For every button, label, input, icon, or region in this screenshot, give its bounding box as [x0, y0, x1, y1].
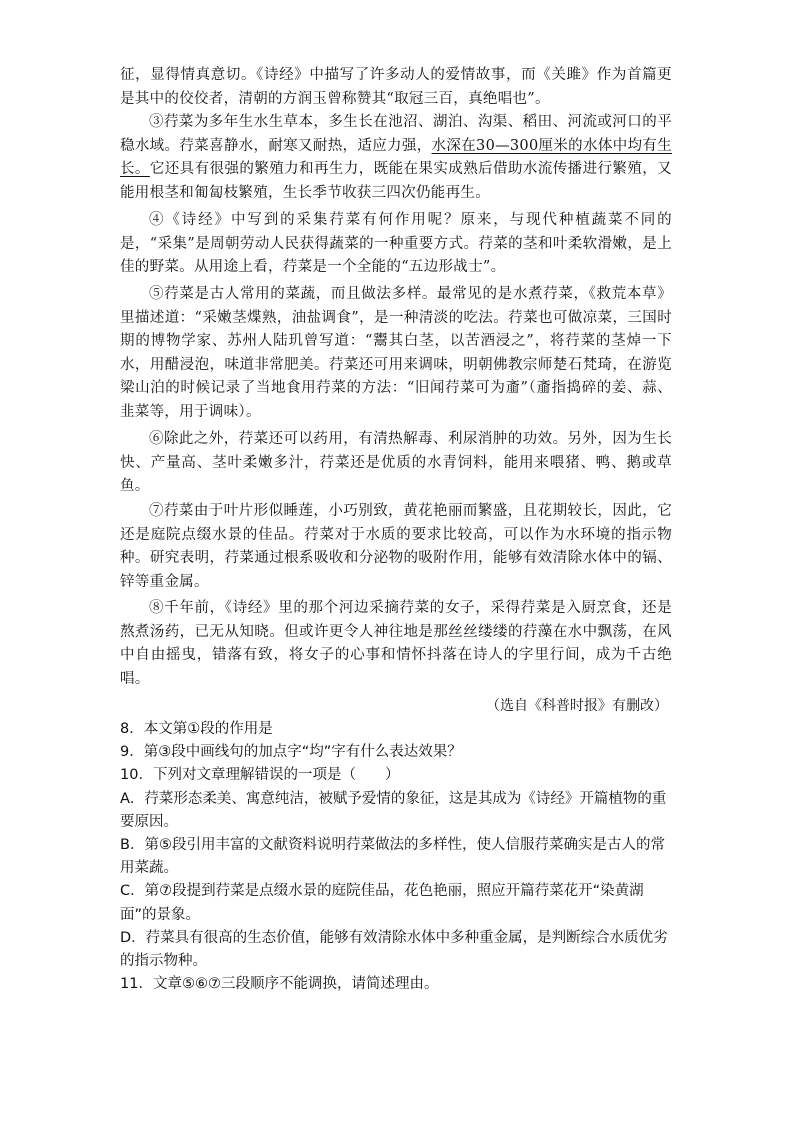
paragraph-3-text: ③荇菜为多年生水生草本，多生长在池沼、湖泊、沟渠、稻田、河流或河口的平稳水域。荇菜喜静水，耐寒又耐热，适应力强， [120, 114, 672, 154]
paragraph-text: 征，显得情真意切。《诗经》中描写了许多动人的爱情故事，而《关雎》作为首篇更是其中的佼佼者，清朝的方润玉曾称赞其“取冠三百，真绝唱也”。 [120, 67, 672, 107]
underlined-sentence: 水深在30—300厘米的水体中均有生长。 [120, 137, 672, 178]
paragraph-text: ⑤荇菜是古人常用的菜蔬，而且做法多样。最常见的是水煮荇菜，《救荒本草》里描述道：“采嫩茎煠熟，油盐调食”，是一种清淡的吃法。荇菜也可做凉菜，三国时期的博物学家、苏州人陆玑曾写道：“鬻其白茎，以苦酒浸之”，将荇菜的茎焯一下水，用醋浸泡，味道非常肥美。荇菜还可用来调味，明朝佛教宗师楚石梵琦，在游览梁山泊的时候记录了当地食用荇菜的方法：“旧闻荇菜可为齑”（齑指捣碎的姜、蒜、韭菜等，用于调味）。 [120, 286, 672, 420]
passage-paragraph-intro [120, 64, 672, 111]
paragraph-text: ⑦荇菜由于叶片形似睡莲，小巧别致，黄花艳丽而繁盛，且花期较长，因此，它还是庭院点缀水景的佳品。荇菜对于水质的要求比较高，可以作为水环境的指示物种。研究表明，荇菜通过根系吸收和分泌物的吸附作用，能够有效清除水体中的镉、锌等重金属。 [120, 503, 672, 590]
passage-paragraph-4 [120, 209, 672, 280]
paragraph-3-text-end: 它还具有很强的繁殖力和再生力，既能在果实成熟后借助水流传播进行繁殖，又能用根茎和匍匐枝繁殖，生长季节收获三四次仍能再生。 [120, 161, 672, 201]
option-d: D．荇菜具有很高的生态价值，能够有效清除水体中多种重金属，是判断综合水质优劣的指示物种。 [120, 929, 668, 970]
question-10: 10．下列对文章理解错误的一项是（ ） [120, 767, 400, 784]
question-8: 8．本文第①段的作用是 [120, 721, 273, 737]
passage-paragraph-3 [120, 111, 672, 205]
questions-section [120, 718, 672, 996]
source-citation: （选自《科普时报》有删改） [486, 698, 668, 714]
paragraph-text: ⑧千年前，《诗经》里的那个河边采摘荇菜的女子，采得荇菜是入厨烹食，还是熬煮汤药，已无从知晓。但或许更令人神往地是那丝丝缕缕的荇藻在水中飘荡，在风中自由摇曳，错落有致，将女子的心事和情怀抖落在诗人的字里行间，成为千古绝唱。 [120, 600, 672, 687]
option-c: C．第⑦段提到荇菜是点缀水景的庭院佳品，花色艳丽，照应开篇荇菜花开“染黄湖面”的景象。 [120, 883, 644, 923]
question-9: 9．第③段中画线句的加点字“均”字有什么表达效果？ [120, 744, 462, 761]
paragraph-text: ④《诗经》中写到的采集荇菜有何作用呢？原来，与现代种植蔬菜不同的是，“采集”是周朝劳动人民获得蔬菜的一种重要方式。荇菜的茎和叶柔软滑嫩，是上佳的野菜。从用途上看，荇菜是一个全能的“五边形战士”。 [120, 212, 672, 276]
question-11: 11．文章⑤⑥⑦三段顺序不能调换，请简述理由。 [120, 976, 439, 993]
passage-paragraph-6 [120, 428, 672, 499]
passage-paragraph-8 [120, 597, 672, 691]
option-a: A．荇菜形态柔美、寓意纯洁，被赋予爱情的象征，这是其成为《诗经》开篇植物的重要原因。 [120, 790, 667, 830]
passage-paragraph-5 [120, 283, 672, 425]
paragraph-text: ⑥除此之外，荇菜还可以药用，有清热解毒、利尿消肿的功效。另外，因为生长快、产量高、茎叶柔嫩多汁，荇菜还是优质的水青饲料，能用来喂猪、鸭、鹅或草鱼。 [120, 431, 672, 495]
passage-paragraph-7 [120, 500, 672, 594]
paragraph-text [120, 111, 672, 205]
option-b: B．第⑤段引用丰富的文献资料说明荇菜做法的多样性，使人信服荇菜确实是古人的常用菜蔬。 [120, 837, 665, 877]
